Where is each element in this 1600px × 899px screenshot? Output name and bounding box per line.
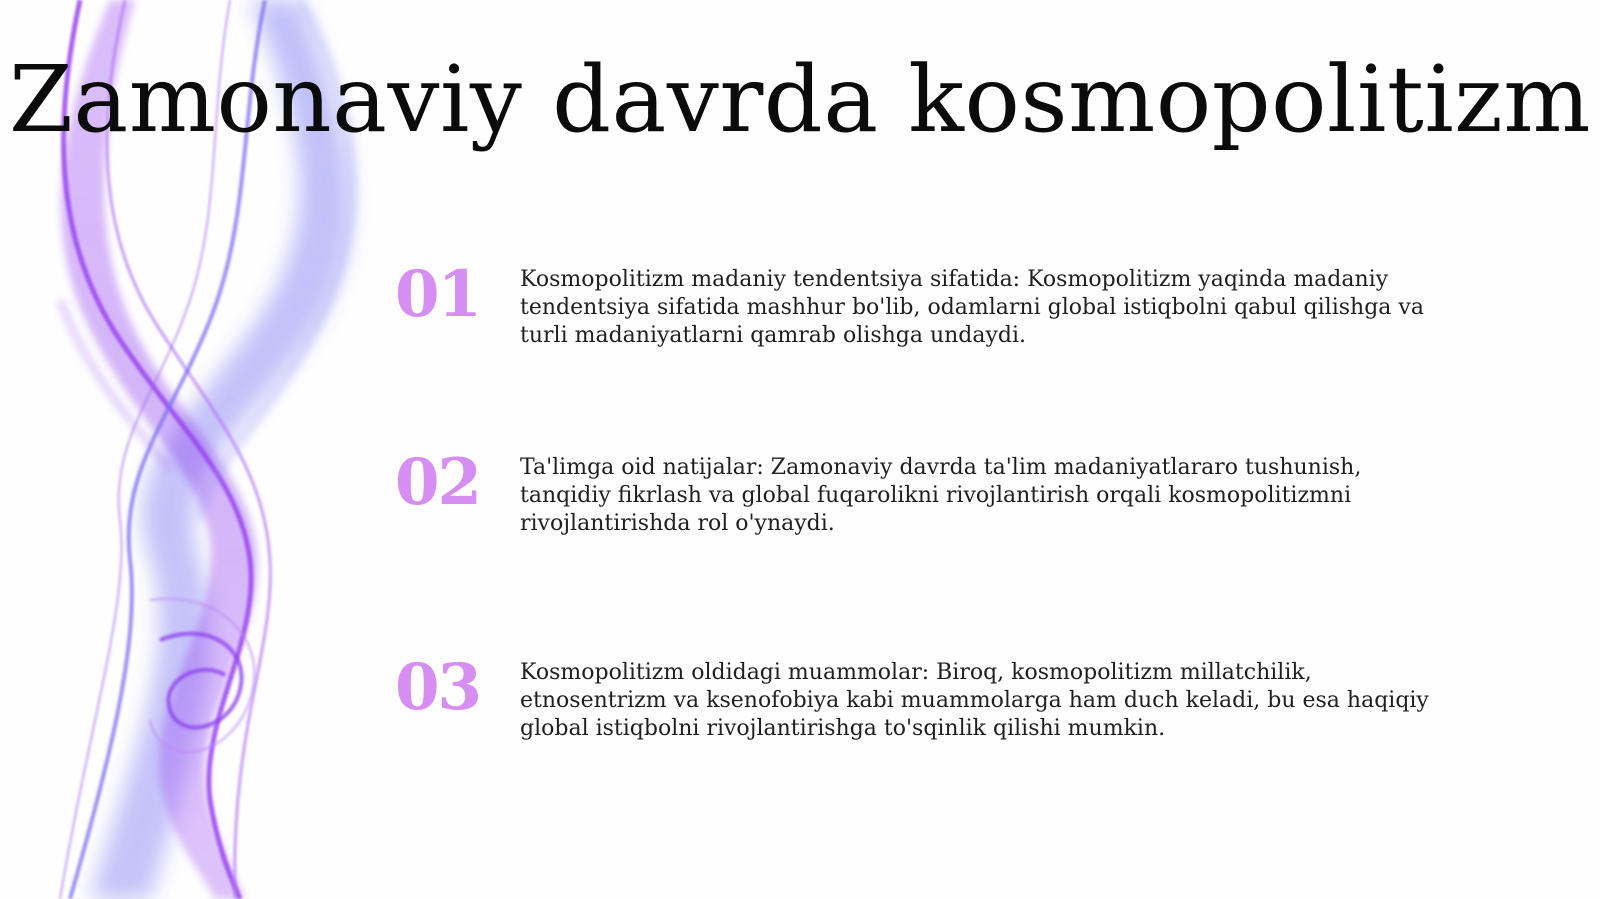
item-text: Kosmopolitizm madaniy tendentsiya sifatida: Kosmopolitizm yaqinda madaniy tendentsiya sifatida mashhur bo'lib, odamlarni global istiqbolni qabul qilishga va turli madaniyatlarni qamrab olishga undaydi. <box>520 267 1424 348</box>
item-text: Kosmopolitizm oldidagi muammolar: Biroq, kosmopolitizm millatchilik, etnosentrizm va ksenofobiya kabi muammolarga ham duch keladi, bu esa haqiqiy global istiqbolni rivojlantirishga to'sqinlik qilishi mumkin. <box>520 660 1429 741</box>
slide-title: Zamonaviy davrda kosmopolitizm <box>8 46 1591 153</box>
item-number: 03 <box>395 650 481 725</box>
item-text: Ta'limga oid natijalar: Zamonaviy davrda ta'lim madaniyatlararo tushunish, tanqidiy fikrlash va global fuqarolikni rivojlantirish orqali kosmopolitizmni rivojlantirishda rol o'ynaydi. <box>520 455 1362 536</box>
item-number: 01 <box>395 257 481 332</box>
item-number: 02 <box>395 445 481 520</box>
